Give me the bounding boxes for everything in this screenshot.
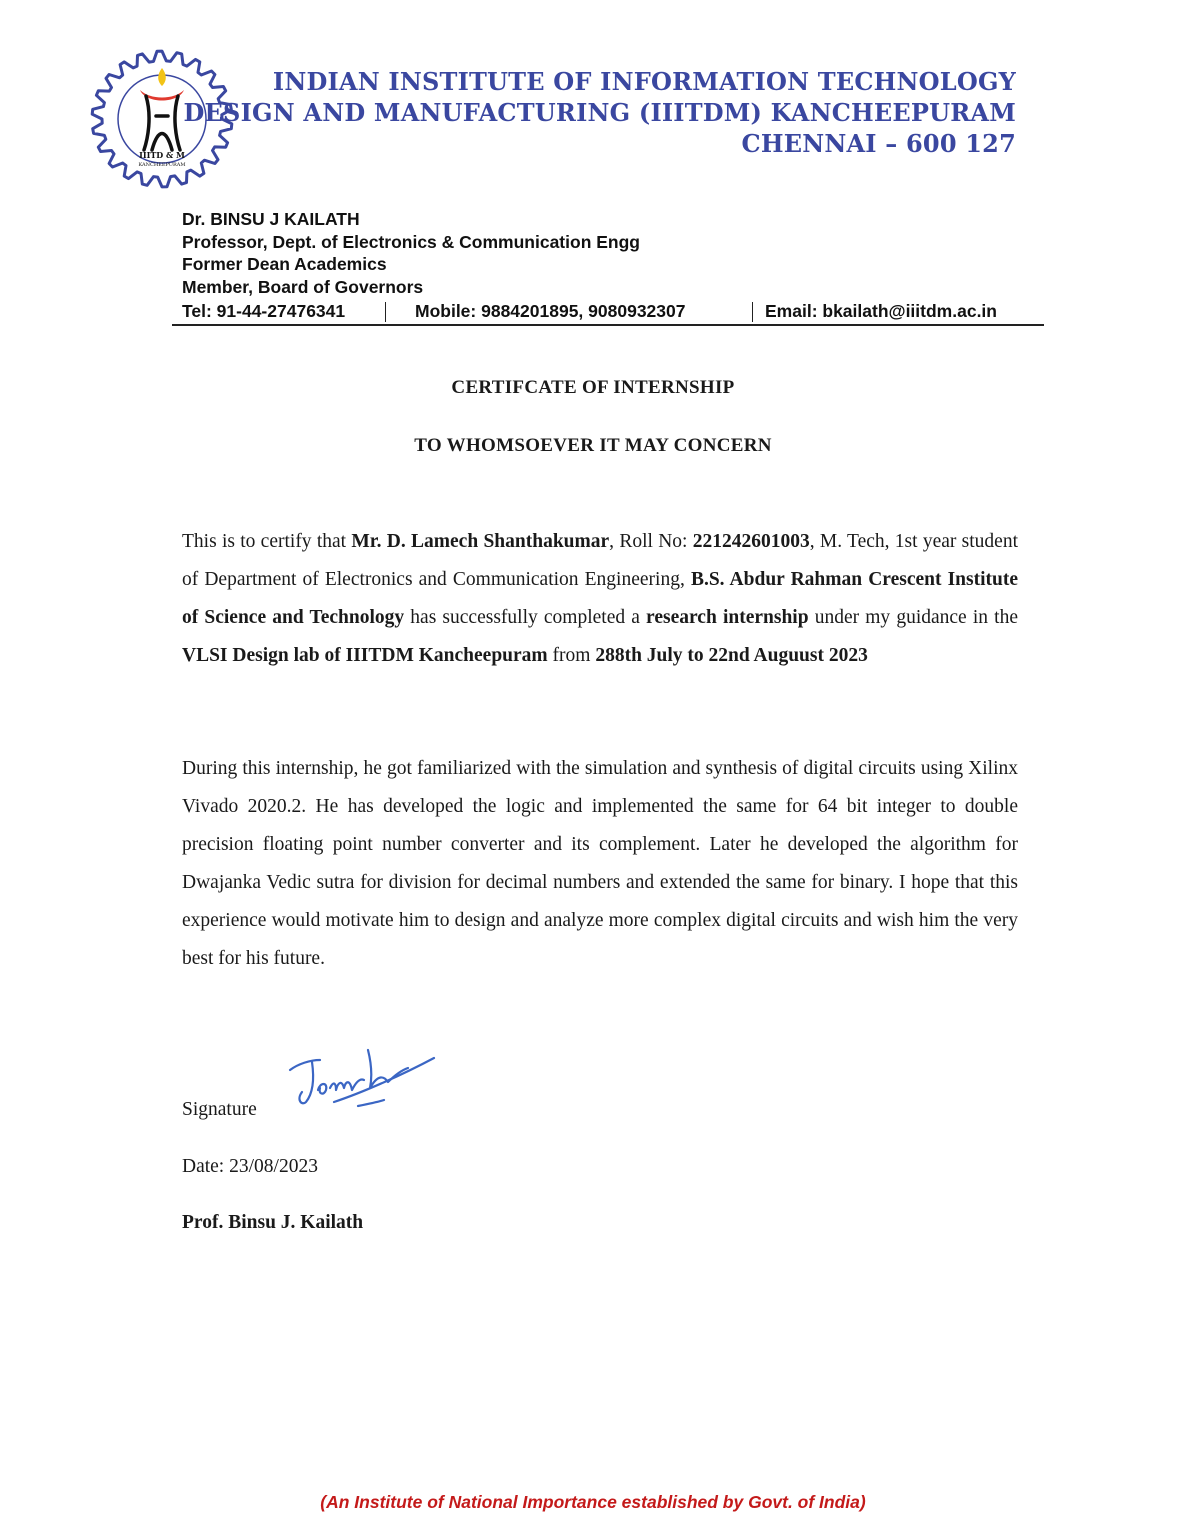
text-run: under my guidance in the xyxy=(808,607,1018,628)
professor-name: Dr. BINSU J KAILATH xyxy=(182,209,360,229)
letterhead xyxy=(182,208,640,298)
designation-dean: Former Dean Academics xyxy=(182,254,387,274)
lab-name: VLSI Design lab of IIITDM Kancheepuram xyxy=(182,645,548,666)
institute-name-line2: DESIGN AND MANUFACTURING (IIITDM) KANCHEEPURAM xyxy=(183,98,1016,127)
institute-address: CHENNAI – 600 127 xyxy=(741,129,1016,158)
logo-text-bottom: KANCHEEPURAM xyxy=(138,162,186,168)
contact-tel: Tel: 91-44-27476341 xyxy=(182,301,346,321)
arch-figure-icon xyxy=(144,96,180,150)
certificate-subtitle: TO WHOMSOEVER IT MAY CONCERN xyxy=(414,435,772,456)
issue-date: Date: 23/08/2023 xyxy=(182,1156,318,1177)
signature-label: Signature xyxy=(182,1099,257,1120)
certification-paragraph xyxy=(182,523,1018,675)
institute-name-block xyxy=(184,66,1016,159)
divider xyxy=(385,302,386,322)
text-run: from xyxy=(547,645,596,666)
program-type: research internship xyxy=(646,607,809,628)
text-run: , Roll No: xyxy=(609,531,693,552)
signatory-name: Prof. Binsu J. Kailath xyxy=(182,1212,364,1233)
certificate-title: CERTIFCATE OF INTERNSHIP xyxy=(451,377,735,398)
footer-tagline: (An Institute of National Importance established by Govt. of India) xyxy=(320,1492,866,1512)
contact-bar xyxy=(172,300,1044,326)
logo-text-top: IIITD & M xyxy=(139,150,185,160)
college-name: B.S. Abdur Rahman Crescent Institute of Science and Technology xyxy=(182,569,1018,628)
text-run: has successfully completed a xyxy=(404,607,647,628)
designation-board: Member, Board of Governors xyxy=(182,276,424,297)
internship-details-paragraph: During this internship, he got familiarized with the simulation and synthesis of digital circuits using Xilinx Vivado 2020.2. He has developed the logic and implemented the same for 64 bit integer to double precision floating point number converter and its complement. Later he developed the algorithm for Dwajanka Vedic sutra for division for decimal numbers and extended the same for binary. I hope that this experience would motivate him to design and analyze more complex digital circuits and wish him the very best for his future. xyxy=(182,758,1018,969)
contact-mobile: Mobile: 9884201895, 9080932307 xyxy=(415,301,686,321)
student-name: Mr. D. Lamech Shanthakumar xyxy=(351,531,610,552)
divider xyxy=(752,302,753,322)
text-run: This is to certify that xyxy=(182,531,352,552)
text-run: , M. Tech, 1st year student of Department of Electronics and Communication Engineering, xyxy=(182,531,1018,590)
contact-email: Email: bkailath@iiitdm.ac.in xyxy=(765,301,997,321)
handwritten-signature xyxy=(284,1030,444,1114)
institute-name-line1: INDIAN INSTITUTE OF INFORMATION TECHNOLOGY xyxy=(272,67,1016,96)
roll-number: 221242601003 xyxy=(692,531,810,552)
internship-period: 288th July to 22nd Auguust 2023 xyxy=(595,645,868,666)
designation-professor: Professor, Dept. of Electronics & Communication Engg xyxy=(182,231,640,252)
